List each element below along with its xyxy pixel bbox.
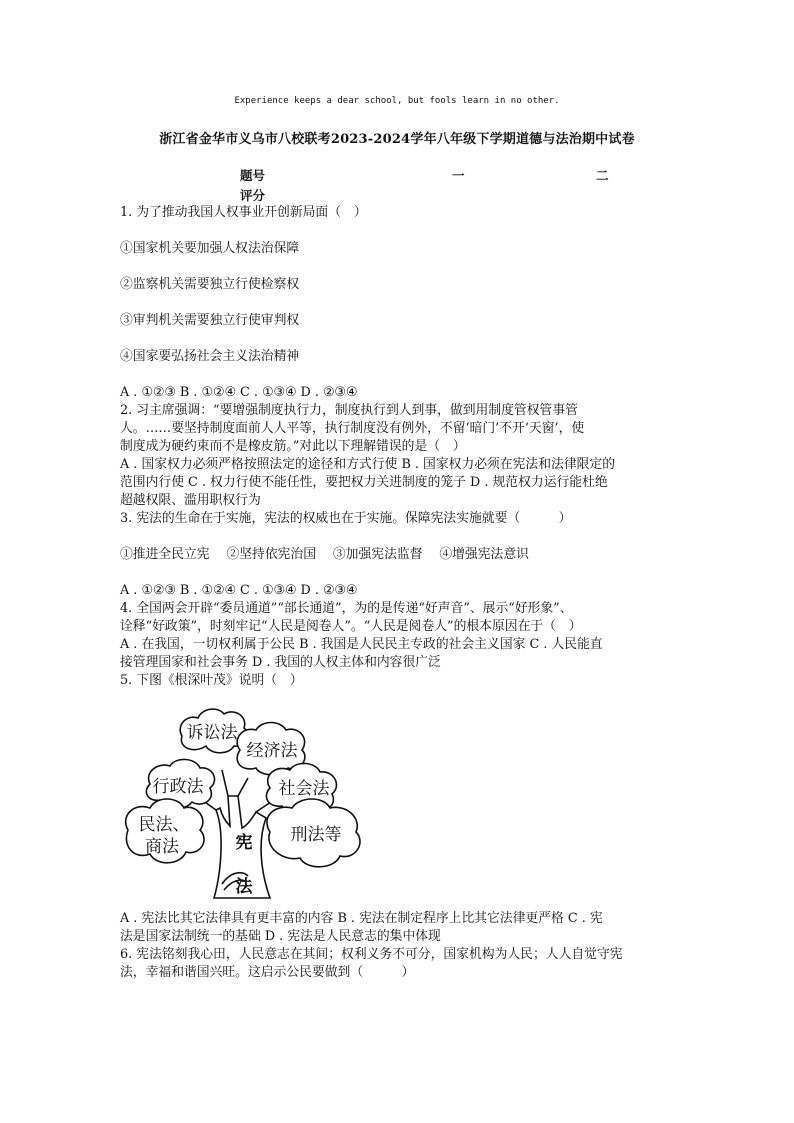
cloud-label: 刑法等 <box>290 825 342 845</box>
cloud-label: 商法 <box>145 837 179 857</box>
answer-options-line: A . 在我国，一切权利属于公民 B . 我国是人民民主专政的社会主义国家 C . 人民能直 <box>120 637 603 652</box>
question-stem: 3. 宪法的生命在于实施，宪法的权威也在于实施。保障宪法实施就要（ ） <box>120 511 572 526</box>
answer-options: A . ①②③ B . ①②④ C . ①③④ D . ②③④ <box>120 385 358 400</box>
score-col-1: 一 <box>452 168 465 183</box>
question-stem: 5. 下图《根深叶茂》说明（ ） <box>120 673 303 688</box>
answer-options-line: 超越权限、滥用职权行为 <box>120 493 261 508</box>
statement-item: ②监察机关需要独立行使检察权 <box>120 277 300 292</box>
question-1 <box>120 204 680 402</box>
cloud-label: 民法、 <box>138 815 190 835</box>
question-line: 人。……要坚持制度面前人人平等，执行制度没有例外，不留‘暗门’不开‘天窗’，使 <box>120 421 585 436</box>
question-list <box>120 204 680 982</box>
statement-item: ③审判机关需要独立行使审判权 <box>120 313 300 328</box>
question-line: 法，幸福和谐国兴旺。这启示公民要做到（ ） <box>120 965 415 980</box>
cloud-label: 社会法 <box>278 779 330 799</box>
question-line: 4. 全国两会开辟“委员通道”“部长通道”，为的是传递“好声音”、展示“好形象”、 <box>120 601 573 616</box>
score-label-score: 评分 <box>240 188 266 203</box>
statement-item: ④国家要弘扬社会主义法治精神 <box>120 349 300 364</box>
cloud-label: 行政法 <box>152 777 204 797</box>
header-motto: Experience keeps a dear school, but fools learn in no other. <box>234 96 560 106</box>
exam-title: 浙江省金华市义乌市八校联考2023-2024学年八年级下学期道德与法治期中试卷 <box>159 132 635 147</box>
question-stem: 1. 为了推动我国人权事业开创新局面（ ） <box>120 205 367 220</box>
score-col-2: 二 <box>596 168 609 183</box>
score-table <box>240 166 640 206</box>
tree-branch <box>238 778 248 796</box>
question-2 <box>120 402 680 510</box>
statement-items: ①推进全民立宪 ②坚持依宪治国 ③加强宪法监督 ④增强宪法意识 <box>120 547 529 562</box>
score-table-row-score <box>240 186 640 206</box>
question-4 <box>120 600 680 672</box>
question-line: 制度成为硬约束而不是橡皮筋。”对此以下理解错误的是（ ） <box>120 439 466 454</box>
score-table-row-number <box>240 166 640 186</box>
question-line: 6. 宪法铭刻我心田，人民意志在其间；权利义务不可分，国家机构为人民；人人自觉守宪 <box>120 947 623 962</box>
question-5 <box>120 672 680 946</box>
question-3 <box>120 510 680 600</box>
question-line: 诠释“好政策”，时刻牢记“人民是阅卷人”。“人民是阅卷人”的根本原因在于（ ） <box>120 619 582 634</box>
question-6 <box>120 946 680 982</box>
tree-branch <box>222 770 228 796</box>
answer-options-line: 法是国家法制统一的基础 D . 宪法是人民意志的集中体现 <box>120 929 441 944</box>
cloud-label: 经济法 <box>246 741 298 761</box>
answer-options-line: 范围内行使 C . 权力行使不能任性，要把权力关进制度的笼子 D . 规范权力运行能杜绝 <box>120 475 608 490</box>
answer-options-line: A . 国家权力必须严格按照法定的途径和方式行使 B . 国家权力必须在宪法和法律限定的 <box>120 457 616 472</box>
constitution-tree-figure <box>120 700 370 900</box>
statement-item: ①国家机关要加强人权法治保障 <box>120 241 300 256</box>
score-label-number: 题号 <box>240 168 266 183</box>
question-line: 2. 习主席强调：“要增强制度执行力，制度执行到人到事，做到用制度管权管事管 <box>120 403 578 418</box>
answer-options-line: 接管理国家和社会事务 D . 我国的人权主体和内容很广泛 <box>120 655 441 670</box>
trunk-label: 宪 <box>235 833 253 853</box>
answer-options-line: A . 宪法比其它法律具有更丰富的内容 B . 宪法在制定程序上比其它法律更严格 C . 宪 <box>120 911 603 926</box>
trunk-label: 法 <box>235 877 253 897</box>
answer-options: A . ①②③ B . ①②④ C . ①③④ D . ②③④ <box>120 583 358 598</box>
cloud-label: 诉讼法 <box>186 723 238 743</box>
tree-illustration <box>120 700 370 900</box>
